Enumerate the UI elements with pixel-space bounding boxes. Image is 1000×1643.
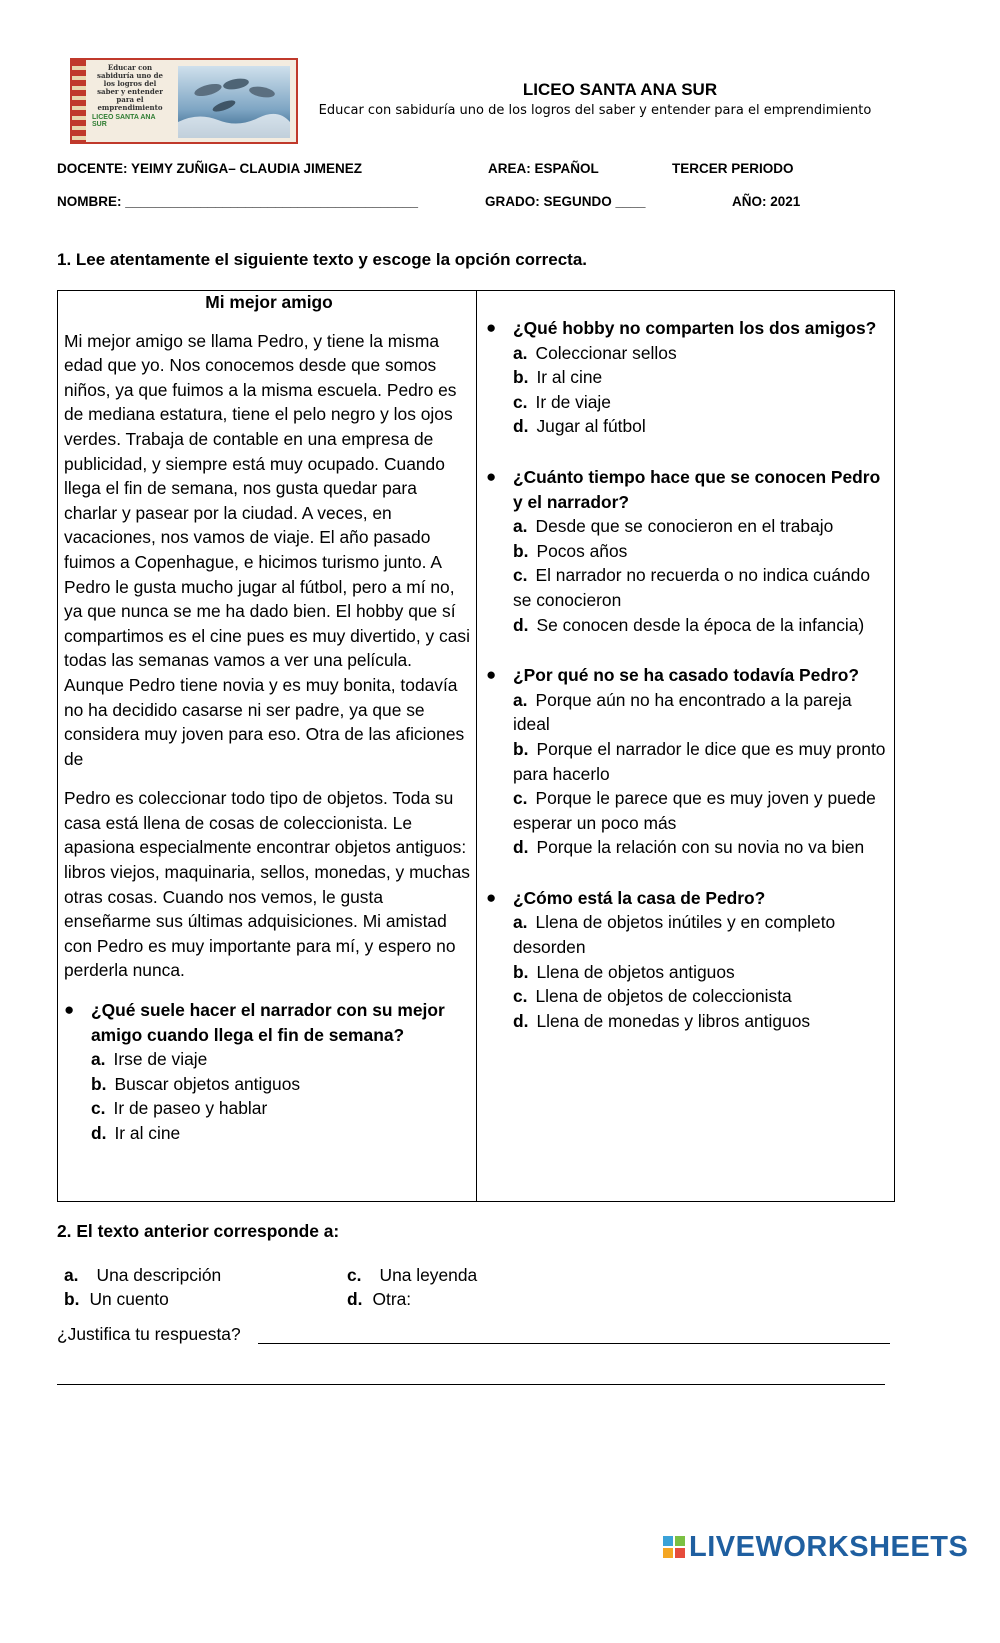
option-letter: d. bbox=[513, 614, 529, 635]
option-letter: a. bbox=[513, 516, 528, 537]
school-name: LICEO SANTA ANA SUR bbox=[522, 80, 718, 99]
story-paragraph-2: Pedro es coleccionar todo tipo de objetos. Toda su casa está llena de cosas de coleccionista. Le apasiona especialmente encontrar objetos antiguos: libros viejos, maquinaria, sellos, monedas, y muchas otras cosas. Cuando nos vemos, le gusta enseñarme sus últimas adquisiciones. Mi amistad con Pedro es muy importante para mí, y espero no perderla nunca. bbox=[64, 788, 470, 981]
option-letter: d. bbox=[513, 837, 529, 858]
answer-line-1[interactable] bbox=[258, 1343, 890, 1344]
option-text: Una leyenda bbox=[379, 1265, 478, 1285]
option-text: Se conocen desde la época de la infancia) bbox=[536, 614, 865, 635]
option-letter: a. bbox=[64, 1265, 79, 1285]
bullet-icon: ● bbox=[486, 466, 497, 486]
option-text: Llena de monedas y libros antiguos bbox=[536, 1010, 811, 1031]
answer-option[interactable] bbox=[91, 1096, 474, 1121]
answer-option[interactable] bbox=[513, 910, 891, 959]
option-text: Ir de viaje bbox=[535, 391, 611, 412]
option-text: Una descripción bbox=[96, 1265, 222, 1285]
question-item bbox=[486, 663, 891, 860]
question-text: ¿Cuánto tiempo hace que se conocen Pedro y el narrador? bbox=[513, 466, 881, 512]
option-text: Llena de objetos de coleccionista bbox=[535, 986, 792, 1007]
question-item bbox=[486, 886, 891, 1034]
dolphins-illustration bbox=[178, 66, 290, 138]
option-text: Porque el narrador le dice que es muy pronto para hacerlo bbox=[513, 738, 886, 784]
q2-option-a[interactable] bbox=[64, 1265, 221, 1286]
option-letter: b. bbox=[91, 1073, 107, 1094]
answer-option[interactable] bbox=[513, 365, 891, 390]
question-text: ¿Por qué no se ha casado todavía Pedro? bbox=[513, 665, 859, 686]
brand-text: LIVEWORKSHEETS bbox=[689, 1530, 969, 1563]
school-logo bbox=[70, 58, 298, 144]
answer-option[interactable] bbox=[513, 835, 891, 860]
option-text: Porque aún no ha encontrado a la pareja ideal bbox=[513, 689, 852, 735]
question-text: ¿Qué suele hacer el narrador con su mejor amigo cuando llega el fin de semana? bbox=[91, 1000, 445, 1045]
right-column bbox=[486, 316, 891, 1059]
answer-option[interactable] bbox=[513, 414, 891, 439]
question-2-title: 2. El texto anterior corresponde a: bbox=[57, 1221, 340, 1241]
answer-option[interactable] bbox=[513, 688, 891, 737]
question-text: ¿Cómo está la casa de Pedro? bbox=[513, 887, 766, 908]
option-text: Coleccionar sellos bbox=[535, 342, 677, 363]
option-letter: d. bbox=[513, 1010, 529, 1031]
option-letter: a. bbox=[91, 1049, 106, 1070]
left-column bbox=[64, 290, 474, 1172]
option-text: Ir al cine bbox=[114, 1123, 181, 1143]
option-text: El narrador no recuerda o no indica cuándo se conocieron bbox=[513, 565, 871, 610]
liveworksheets-icon bbox=[663, 1536, 685, 1558]
answer-option[interactable] bbox=[513, 539, 891, 564]
answer-option[interactable] bbox=[513, 1009, 891, 1034]
answer-option[interactable] bbox=[91, 1047, 474, 1072]
school-motto: Educar con sabiduría uno de los logros del saber y entender para el emprendimiento bbox=[318, 103, 872, 118]
option-text: Jugar al fútbol bbox=[536, 416, 646, 437]
bullet-icon: ● bbox=[486, 318, 497, 337]
q2-option-b[interactable] bbox=[64, 1289, 169, 1310]
option-text: Desde que se conocieron en el trabajo bbox=[535, 516, 834, 537]
bullet-icon: ● bbox=[486, 887, 497, 907]
answer-option[interactable] bbox=[513, 984, 891, 1009]
answer-option[interactable] bbox=[513, 613, 891, 638]
option-text: Porque la relación con su novia no va bien bbox=[536, 837, 865, 858]
option-letter: c. bbox=[513, 391, 528, 412]
option-letter: c. bbox=[513, 565, 528, 586]
q2-option-c[interactable] bbox=[347, 1265, 477, 1286]
option-text: Ir al cine bbox=[536, 367, 603, 388]
column-divider bbox=[476, 291, 477, 1201]
logo-strip bbox=[72, 60, 86, 142]
option-text: Porque le parece que es muy joven y puede esperar un poco más bbox=[513, 788, 876, 833]
answer-line-2[interactable] bbox=[57, 1384, 885, 1385]
option-text: Llena de objetos antiguos bbox=[536, 961, 735, 982]
option-text: Un cuento bbox=[89, 1289, 169, 1309]
liveworksheets-logo bbox=[663, 1530, 968, 1564]
answer-option[interactable] bbox=[513, 390, 891, 415]
answer-option[interactable] bbox=[513, 786, 891, 835]
bullet-icon: ● bbox=[486, 665, 497, 685]
logo-motto: Educar con sabiduría uno de los logros del saber y entender para el emprendimiento bbox=[97, 63, 163, 112]
teacher-label: DOCENTE: YEIMY ZUÑIGA– CLAUDIA JIMENEZ bbox=[57, 161, 363, 176]
option-letter: c. bbox=[513, 788, 528, 809]
answer-option[interactable] bbox=[91, 1121, 474, 1146]
option-letter: a. bbox=[513, 912, 528, 933]
story-title: Mi mejor amigo bbox=[205, 292, 333, 312]
option-text: Buscar objetos antiguos bbox=[114, 1073, 301, 1094]
answer-option[interactable] bbox=[513, 737, 891, 786]
bullet-icon: ● bbox=[64, 1000, 75, 1020]
year-label: AÑO: 2021 bbox=[732, 194, 801, 209]
option-letter: d. bbox=[91, 1123, 107, 1143]
option-text: Ir de paseo y hablar bbox=[113, 1098, 268, 1119]
question-item bbox=[486, 316, 891, 439]
option-letter: b. bbox=[513, 961, 529, 982]
story-paragraph-1: Mi mejor amigo se llama Pedro, y tiene la misma edad que yo. Nos conocemos desde que somos niños, ya que fuimos a la misma escuela. Pedro es de mediana estatura, tiene el pelo negro y los ojos verdes. Trabaja de contable en una empresa de publicidad, y siempre está muy ocupado. Cuando llega el fin de semana, nos gusta quedar para charlar y pasear por la ciudad. A veces, en vacaciones, nos vamos de viaje. El año pasado fuimos a Copenhague, e hicimos turismo junto. A Pedro le gusta mucho jugar al fútbol, pero a mí no, ya que nunca se me ha dado bien. El hobby que sí compartimos es el cine pues es muy divertido, y casi todas las semanas vamos a ver una película. Aunque Pedro tiene novia y es muy bonita, todavía no ha decidido casarse ni ser padre, ya que se considera muy joven para eso. Otra de las aficiones de bbox=[64, 330, 470, 769]
option-letter: b. bbox=[513, 738, 529, 759]
option-letter: d. bbox=[347, 1289, 363, 1309]
answer-option[interactable] bbox=[513, 341, 891, 366]
name-field[interactable]: NOMBRE: _______________________________________ bbox=[57, 194, 419, 209]
option-text: Pocos años bbox=[536, 540, 628, 561]
option-letter: c. bbox=[513, 986, 528, 1007]
answer-option[interactable] bbox=[91, 1072, 474, 1097]
option-letter: b. bbox=[64, 1289, 80, 1309]
question-1-title: 1. Lee atentamente el siguiente texto y escoge la opción correcta. bbox=[57, 250, 588, 269]
answer-option[interactable] bbox=[513, 960, 891, 985]
answer-option[interactable] bbox=[513, 514, 891, 539]
period-label: TERCER PERIODO bbox=[672, 161, 794, 176]
option-letter: b. bbox=[513, 367, 529, 388]
option-letter: c. bbox=[91, 1098, 106, 1119]
answer-option[interactable] bbox=[513, 563, 891, 612]
option-letter: b. bbox=[513, 540, 529, 561]
option-letter: a. bbox=[513, 689, 528, 710]
q2-option-d[interactable] bbox=[347, 1289, 411, 1310]
option-letter: c. bbox=[347, 1265, 362, 1285]
option-letter: d. bbox=[513, 416, 529, 437]
option-text: Irse de viaje bbox=[113, 1049, 208, 1070]
area-label: AREA: ESPAÑOL bbox=[488, 161, 599, 176]
option-text: Otra: bbox=[372, 1289, 412, 1309]
question-text: ¿Qué hobby no comparten los dos amigos? bbox=[513, 318, 877, 338]
option-text: Llena de objetos inútiles y en completo desorden bbox=[513, 912, 836, 958]
question-item bbox=[486, 465, 891, 637]
grade-field[interactable]: GRADO: SEGUNDO ____ bbox=[485, 194, 646, 209]
logo-school-name: LICEO SANTA ANA SUR bbox=[92, 114, 156, 128]
justify-label: ¿Justifica tu respuesta? bbox=[57, 1324, 241, 1344]
option-letter: a. bbox=[513, 342, 528, 363]
question-item bbox=[64, 998, 474, 1146]
